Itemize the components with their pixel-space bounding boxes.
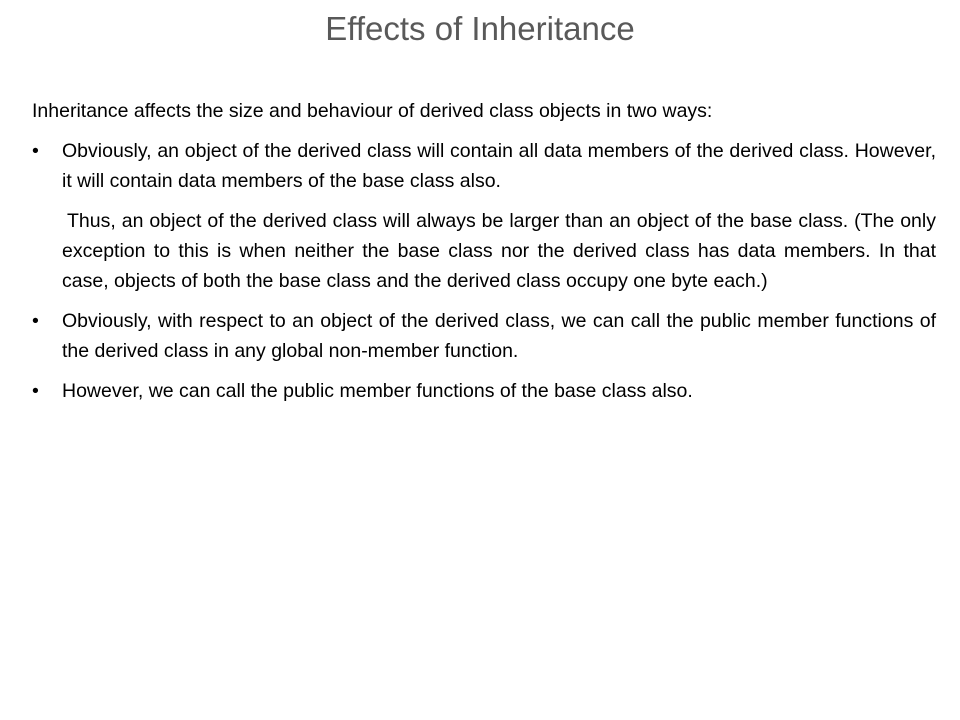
- bullet-icon: •: [32, 140, 39, 162]
- bullet-text: Obviously, with respect to an object of the derived class, we can call the public member functions of the derived class in any global non-member function.: [62, 310, 936, 362]
- intro-paragraph: Inheritance affects the size and behaviour of derived class objects in two ways:: [32, 100, 713, 122]
- bullet-text: Obviously, an object of the derived class will contain all data members of the derived class. However, it will contain data members of the base class also.: [62, 140, 936, 192]
- slide-title: Effects of Inheritance: [325, 10, 635, 47]
- slide-body: [32, 96, 936, 416]
- continuation-paragraph: Thus, an object of the derived class will always be larger than an object of the base class. (The only exception to this is when neither the base class nor the derived class has data members. In that case, objects of both the base class and the derived class occupy one byte each.): [62, 210, 936, 292]
- bullet-icon: •: [32, 380, 39, 402]
- bullet-icon: •: [32, 310, 39, 332]
- bullet-item-1: [32, 136, 936, 196]
- bullet-item-3: [32, 376, 936, 406]
- bullet-item-2: [32, 306, 936, 366]
- bullet-text: However, we can call the public member functions of the base class also.: [62, 380, 693, 402]
